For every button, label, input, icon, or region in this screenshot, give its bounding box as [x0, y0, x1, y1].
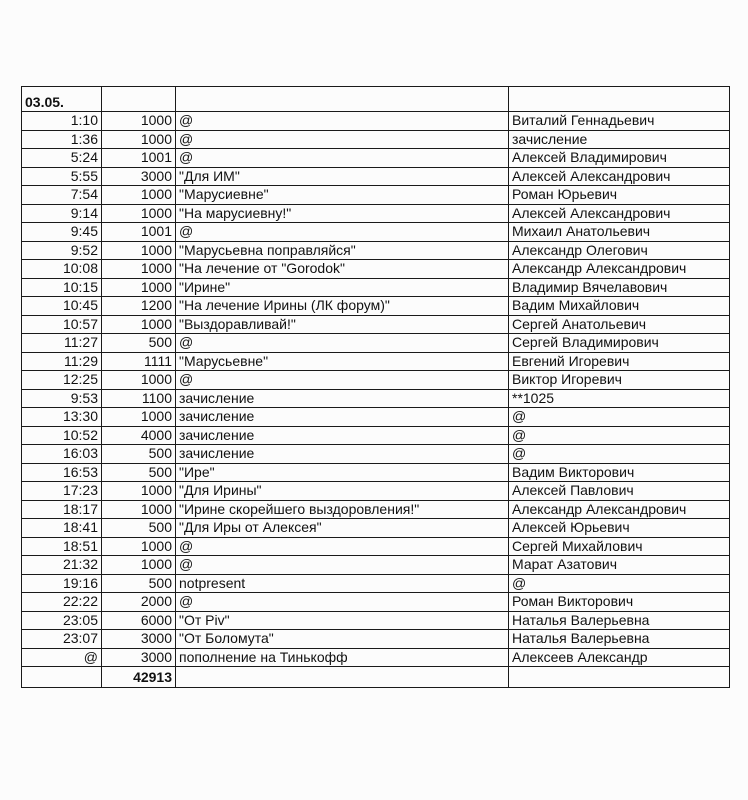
amount-cell: 500 [102, 574, 176, 593]
time-cell: 5:55 [22, 167, 102, 186]
note-cell: "Для Ирины" [176, 482, 509, 501]
table-row [22, 593, 730, 612]
note-cell: "Для Иры от Алексея" [176, 519, 509, 538]
table-row [22, 204, 730, 223]
note-cell: зачисление [176, 389, 509, 408]
amount-cell: 1000 [102, 371, 176, 390]
time-cell: 18:17 [22, 500, 102, 519]
time-cell: 10:57 [22, 315, 102, 334]
table-row [22, 426, 730, 445]
total-amount: 42913 [102, 667, 176, 688]
name-cell: @ [509, 408, 730, 427]
note-cell: "Марусьевне" [176, 352, 509, 371]
date-cell: 03.05. [22, 87, 102, 112]
note-cell: зачисление [176, 408, 509, 427]
name-cell: @ [509, 426, 730, 445]
name-cell: Роман Викторович [509, 593, 730, 612]
table-row [22, 297, 730, 316]
note-cell: "Ирине скорейшего выздоровления!" [176, 500, 509, 519]
amount-cell: 1111 [102, 352, 176, 371]
name-cell: Виталий Геннадьевич [509, 112, 730, 131]
total-empty-cell [509, 667, 730, 688]
time-cell: 1:10 [22, 112, 102, 131]
amount-cell: 1001 [102, 149, 176, 168]
note-cell: зачисление [176, 426, 509, 445]
time-cell: 5:24 [22, 149, 102, 168]
time-cell: 10:52 [22, 426, 102, 445]
header-row [22, 87, 730, 112]
table-row [22, 167, 730, 186]
amount-cell: 4000 [102, 426, 176, 445]
time-cell: 10:08 [22, 260, 102, 279]
note-cell: "Марусиевне" [176, 186, 509, 205]
table-row [22, 278, 730, 297]
time-cell: 17:23 [22, 482, 102, 501]
name-cell: Алексей Александрович [509, 204, 730, 223]
table-row [22, 223, 730, 242]
time-cell: 10:15 [22, 278, 102, 297]
note-cell: @ [176, 334, 509, 353]
note-cell: "Для ИМ" [176, 167, 509, 186]
name-cell: Роман Юрьевич [509, 186, 730, 205]
name-cell: зачисление [509, 130, 730, 149]
amount-cell: 500 [102, 463, 176, 482]
time-cell: 12:25 [22, 371, 102, 390]
time-cell: @ [22, 648, 102, 667]
time-cell: 9:52 [22, 241, 102, 260]
amount-cell: 1000 [102, 556, 176, 575]
note-cell: "Ирине" [176, 278, 509, 297]
note-cell: @ [176, 130, 509, 149]
donations-table [21, 86, 730, 688]
table-row [22, 408, 730, 427]
amount-cell: 2000 [102, 593, 176, 612]
table-row [22, 389, 730, 408]
note-cell: notpresent [176, 574, 509, 593]
table-row [22, 519, 730, 538]
name-cell: Вадим Викторович [509, 463, 730, 482]
name-cell: Наталья Валерьевна [509, 630, 730, 649]
note-cell: "Выздоравливай!" [176, 315, 509, 334]
amount-cell: 1000 [102, 241, 176, 260]
table-row [22, 611, 730, 630]
note-cell: "Марусьевна поправляйся" [176, 241, 509, 260]
time-cell: 23:05 [22, 611, 102, 630]
amount-cell: 1000 [102, 204, 176, 223]
table-row [22, 482, 730, 501]
table-row [22, 130, 730, 149]
time-cell: 21:32 [22, 556, 102, 575]
note-cell: "На марусиевну!" [176, 204, 509, 223]
table-row [22, 648, 730, 667]
name-cell: Александр Олегович [509, 241, 730, 260]
name-cell: Виктор Игоревич [509, 371, 730, 390]
total-empty-cell [22, 667, 102, 688]
name-cell: Михаил Анатольевич [509, 223, 730, 242]
amount-cell: 500 [102, 334, 176, 353]
note-cell: @ [176, 371, 509, 390]
amount-cell: 3000 [102, 630, 176, 649]
name-cell: @ [509, 445, 730, 464]
name-cell: Алексеев Александр [509, 648, 730, 667]
table-row [22, 260, 730, 279]
amount-cell: 1000 [102, 500, 176, 519]
time-cell: 7:54 [22, 186, 102, 205]
name-cell: Наталья Валерьевна [509, 611, 730, 630]
note-cell: @ [176, 537, 509, 556]
note-cell: зачисление [176, 445, 509, 464]
amount-cell: 1000 [102, 112, 176, 131]
amount-cell: 1100 [102, 389, 176, 408]
table-row [22, 112, 730, 131]
table-row [22, 186, 730, 205]
name-cell: Вадим Михайлович [509, 297, 730, 316]
note-cell: @ [176, 556, 509, 575]
amount-cell: 3000 [102, 167, 176, 186]
amount-cell: 1200 [102, 297, 176, 316]
time-cell: 13:30 [22, 408, 102, 427]
name-cell: Сергей Анатольевич [509, 315, 730, 334]
amount-cell: 1000 [102, 408, 176, 427]
name-cell: Алексей Владимирович [509, 149, 730, 168]
time-cell: 9:14 [22, 204, 102, 223]
amount-cell: 1000 [102, 260, 176, 279]
total-empty-cell [176, 667, 509, 688]
table-row [22, 445, 730, 464]
amount-cell: 500 [102, 519, 176, 538]
table-row [22, 574, 730, 593]
name-cell: Алексей Александрович [509, 167, 730, 186]
name-cell: Алексей Павлович [509, 482, 730, 501]
table-row [22, 537, 730, 556]
time-cell: 9:53 [22, 389, 102, 408]
name-cell: Сергей Владимирович [509, 334, 730, 353]
time-cell: 16:03 [22, 445, 102, 464]
table-row [22, 500, 730, 519]
note-cell: @ [176, 593, 509, 612]
name-cell: Сергей Михайлович [509, 537, 730, 556]
time-cell: 11:27 [22, 334, 102, 353]
table-row [22, 334, 730, 353]
table-row [22, 149, 730, 168]
time-cell: 18:41 [22, 519, 102, 538]
time-cell: 1:36 [22, 130, 102, 149]
amount-cell: 1000 [102, 186, 176, 205]
time-cell: 16:53 [22, 463, 102, 482]
table-row [22, 630, 730, 649]
table-row [22, 463, 730, 482]
table-row [22, 371, 730, 390]
amount-cell: 1000 [102, 537, 176, 556]
note-cell: "От Боломута" [176, 630, 509, 649]
time-cell: 9:45 [22, 223, 102, 242]
amount-cell: 1000 [102, 130, 176, 149]
name-cell: Алексей Юрьевич [509, 519, 730, 538]
name-cell: **1025 [509, 389, 730, 408]
amount-cell: 1000 [102, 315, 176, 334]
amount-cell: 6000 [102, 611, 176, 630]
note-cell: @ [176, 149, 509, 168]
name-cell: @ [509, 574, 730, 593]
note-cell: "На лечение от "Gorodok" [176, 260, 509, 279]
time-cell: 19:16 [22, 574, 102, 593]
time-cell: 18:51 [22, 537, 102, 556]
amount-cell: 1001 [102, 223, 176, 242]
name-cell: Марат Азатович [509, 556, 730, 575]
header-empty-cell [509, 87, 730, 112]
note-cell: @ [176, 112, 509, 131]
time-cell: 23:07 [22, 630, 102, 649]
time-cell: 10:45 [22, 297, 102, 316]
amount-cell: 1000 [102, 278, 176, 297]
note-cell: @ [176, 223, 509, 242]
note-cell: пополнение на Тинькофф [176, 648, 509, 667]
name-cell: Владимир Вячелавович [509, 278, 730, 297]
total-row [22, 667, 730, 688]
table-row [22, 315, 730, 334]
time-cell: 11:29 [22, 352, 102, 371]
table-row [22, 556, 730, 575]
header-empty-cell [176, 87, 509, 112]
name-cell: Александр Александрович [509, 500, 730, 519]
header-empty-cell [102, 87, 176, 112]
time-cell: 22:22 [22, 593, 102, 612]
table-row [22, 352, 730, 371]
note-cell: "На лечение Ирины (ЛК форум)" [176, 297, 509, 316]
table-row [22, 241, 730, 260]
note-cell: "Ире" [176, 463, 509, 482]
note-cell: "От Piv" [176, 611, 509, 630]
name-cell: Александр Александрович [509, 260, 730, 279]
amount-cell: 1000 [102, 482, 176, 501]
amount-cell: 500 [102, 445, 176, 464]
amount-cell: 3000 [102, 648, 176, 667]
name-cell: Евгений Игоревич [509, 352, 730, 371]
